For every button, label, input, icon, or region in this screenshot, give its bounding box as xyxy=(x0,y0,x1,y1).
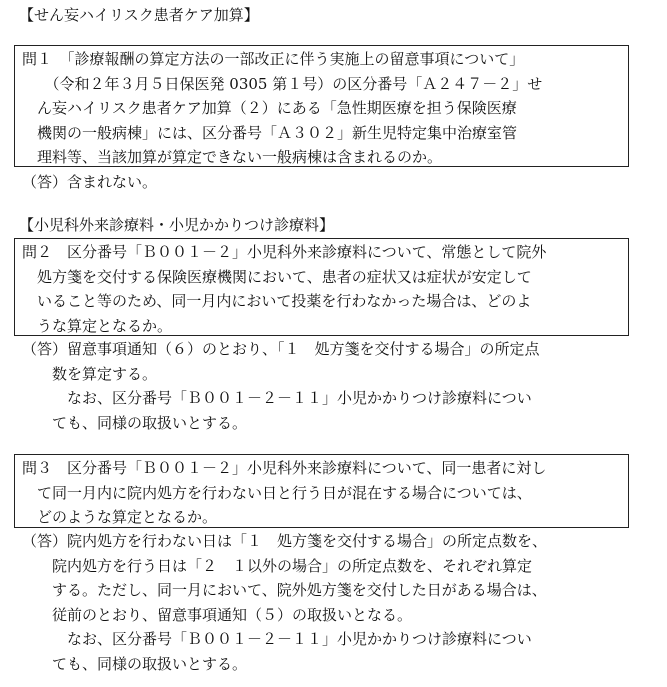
question-2 xyxy=(22,240,546,338)
question-1-line: ん妄ハイリスク患者ケア加算（２）にある「急性期医療を担う保険医療 xyxy=(22,99,517,117)
question-3-line: 問３ 区分番号「Ｂ００１－２」小児科外来診療料について、同一患者に対し xyxy=(22,459,547,477)
question-2-line: うな算定となるか。 xyxy=(22,316,173,335)
question-1-line: （令和２年３月５日保医発 0305 第１号）の区分番号「Ａ２４７－２」せ xyxy=(22,74,543,93)
question-3 xyxy=(22,456,546,530)
answer-2-line: ても、同様の取扱いとする。 xyxy=(22,413,248,432)
answer-1-line: （答）含まれない。 xyxy=(22,173,158,191)
answer-3-line: する。ただし、同一月において、院外処方箋を交付した日がある場合は、 xyxy=(22,581,547,599)
answer-3 xyxy=(22,529,547,676)
answer-2-line: （答）留意事項通知（６）のとおり、「１ 処方箋を交付する場合」の所定点 xyxy=(22,340,540,358)
section-heading-pediatric: 【小児科外来診療料・小児かかりつけ診療料】 xyxy=(19,216,335,234)
answer-2 xyxy=(22,337,540,435)
question-2-line: いること等のため、同一月内において投薬を行わなかった場合は、どのよ xyxy=(22,292,532,310)
question-2-line: 問２ 区分番号「Ｂ００１－２」小児科外来診療料について、常態として院外 xyxy=(22,243,547,261)
section-heading-delirium: 【せん妄ハイリスク患者ケア加算】 xyxy=(19,6,259,24)
question-3-line: どのような算定となるか。 xyxy=(22,508,218,526)
answer-3-line: なお、区分番号「Ｂ００１－２－１１」小児かかりつけ診療料につい xyxy=(22,630,532,648)
question-1-line: 理料等、当該加算が算定できない一般病棟は含まれるのか。 xyxy=(22,148,443,166)
answer-3-line: （答）院内処方を行わない日は「１ 処方箋を交付する場合」の所定点数を、 xyxy=(22,532,548,550)
question-1-line: 機関の一般病棟」には、区分番号「Ａ３０２」新生児特定集中治療室管 xyxy=(22,123,518,142)
answer-3-line: ても、同様の取扱いとする。 xyxy=(22,654,248,673)
question-1-line: 問１ 「診療報酬の算定方法の一部改正に伴う実施上の留意事項について」 xyxy=(22,50,525,68)
answer-2-line: 数を算定する。 xyxy=(22,364,158,383)
question-2-line: 処方箋を交付する保険医療機関において、患者の症状又は症状が安定して xyxy=(22,267,532,286)
answer-1 xyxy=(22,170,157,195)
question-3-line: て同一月内に院内処方を行わない日と行う日が混在する場合については、 xyxy=(22,483,532,502)
answer-2-line: なお、区分番号「Ｂ００１－２－１１」小児かかりつけ診療料につい xyxy=(22,389,532,407)
question-1 xyxy=(22,47,542,170)
answer-3-line: 従前のとおり、留意事項通知（５）の取扱いとなる。 xyxy=(22,605,413,624)
answer-3-line: 院内処方を行う日は「２ １以外の場合」の所定点数を、それぞれ算定 xyxy=(22,556,533,575)
